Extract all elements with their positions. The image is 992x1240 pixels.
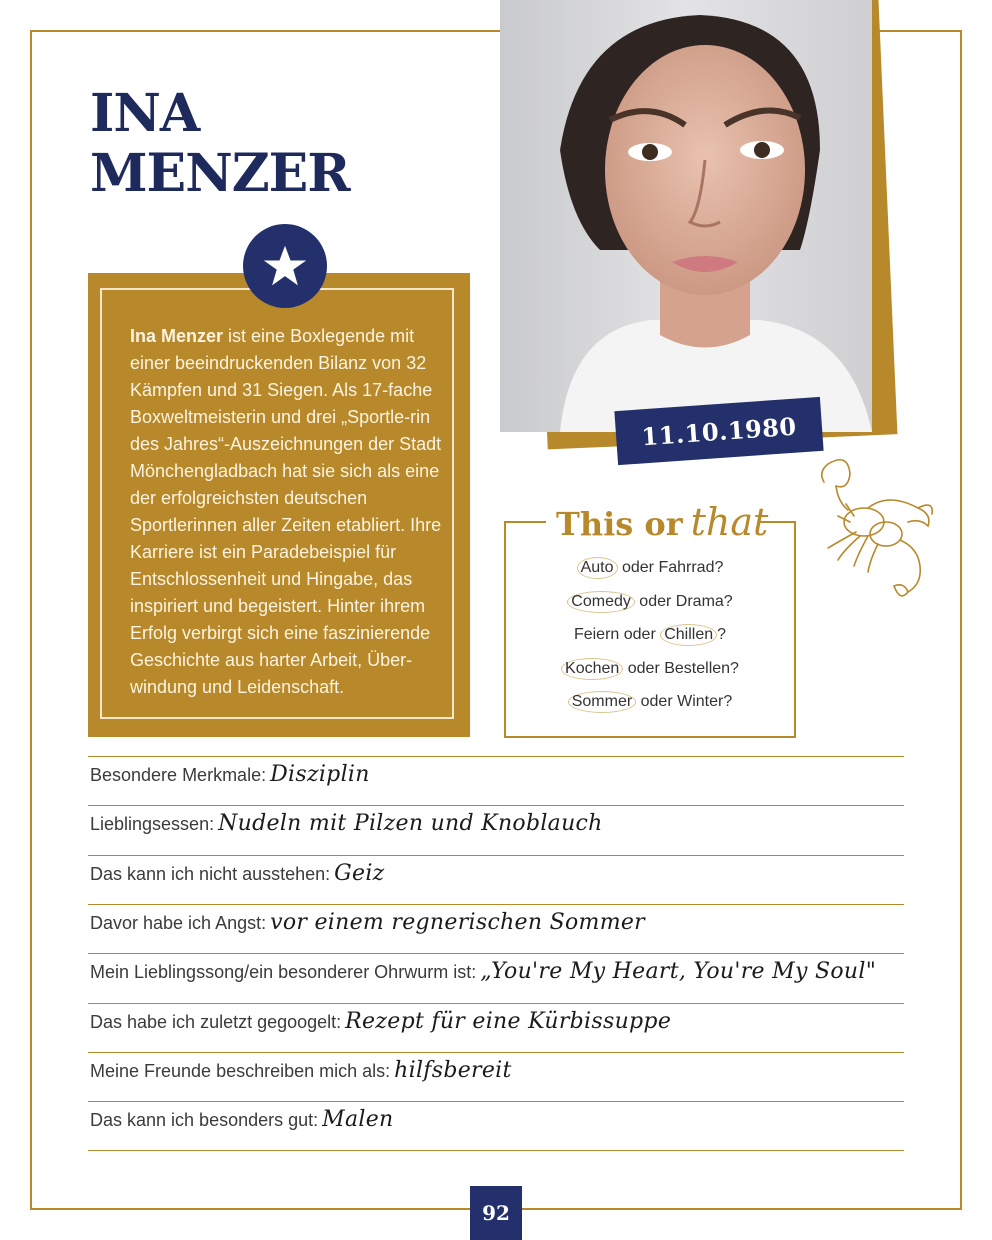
question-row (90, 1107, 906, 1147)
choice-selected: Kochen (561, 658, 623, 680)
frame-border-bottom-left (30, 1208, 470, 1210)
question-row (90, 762, 906, 802)
question-row (90, 959, 906, 999)
question-label: Lieblingsessen: (90, 814, 215, 834)
frame-border-top-left (30, 30, 500, 32)
question-row (90, 910, 906, 950)
this-or-that-item: Comedy oder Drama? (504, 591, 796, 613)
frame-border-left (30, 30, 32, 1210)
question-row (90, 811, 906, 851)
answer-line (88, 756, 904, 757)
bio-box (88, 273, 470, 737)
this-or-that-item: Sommer oder Winter? (504, 691, 796, 713)
answer-line (88, 1101, 904, 1102)
question-row (90, 861, 906, 901)
bio-text (130, 323, 448, 701)
this-or-that-item: Feiern oder Chillen ? (504, 624, 796, 646)
name-first: INA (90, 83, 200, 144)
question-answer: Rezept für eine Kürbissuppe (345, 1009, 672, 1034)
question-answer: Malen (322, 1107, 394, 1132)
choice-selected: Comedy (567, 591, 635, 613)
question-row (90, 1058, 906, 1098)
birthdate-text: 11.10.1980 (640, 411, 798, 451)
answer-line (88, 1052, 904, 1053)
page-number: 92 (482, 1201, 510, 1225)
question-answer: hilfsbereit (394, 1058, 512, 1083)
this-or-that-item: Kochen oder Bestellen? (504, 658, 796, 680)
bio-body: ist eine Boxlegende mit einer beeindruckenden Bilanz von 32 Kämpfen und 31 Siegen. Als 17-fache Boxweltmeisterin und drei „Sportle-rin des Jahres“-Auszeichnungen der Stadt Mönchengladbach hat sie sich als eine der erfolgreichsten deutschen Sportlerinnen aller Zeiten etabliert. Ihre Karriere ist ein Paradebeispiel für Entschlossenheit und Hingabe, das inspiriert und begeistert. Hinter ihrem Erfolg verbirgt sich eine faszinierende Geschichte aus harter Arbeit, Über-windung und Leidenschaft. (130, 326, 442, 697)
choice-selected: Auto (577, 557, 618, 579)
question-row (90, 1009, 906, 1049)
this-or-that-title-2: that (690, 500, 769, 544)
answer-line (88, 953, 904, 954)
question-label: Das habe ich zuletzt gegoogelt: (90, 1012, 342, 1032)
this-or-that-title (556, 500, 769, 544)
name-last: MENZER (90, 143, 350, 204)
frame-border-top-right (876, 30, 962, 32)
question-label: Mein Lieblingssong/ein besonderer Ohrwurm ist: (90, 962, 477, 982)
answer-line (88, 904, 904, 905)
star-icon (262, 243, 308, 289)
bio-name: Ina Menzer (130, 326, 224, 346)
question-label: Das kann ich nicht ausstehen: (90, 864, 331, 884)
star-badge (243, 224, 327, 308)
question-answer: „You're My Heart, You're My Soul" (480, 959, 877, 984)
answer-line (88, 805, 904, 806)
choice-selected: Chillen (660, 624, 717, 646)
question-label: Besondere Merkmale: (90, 765, 267, 785)
this-or-that-item: Auto oder Fahrrad? (504, 557, 796, 579)
frame-border-right (960, 30, 962, 1210)
choice-selected: Sommer (568, 691, 636, 713)
page-title (90, 84, 350, 204)
answer-line (88, 1150, 904, 1151)
answer-line (88, 855, 904, 856)
this-or-that-title-1: This or (556, 505, 683, 543)
answer-line (88, 1003, 904, 1004)
question-label: Meine Freunde beschreiben mich als: (90, 1061, 391, 1081)
question-label: Das kann ich besonders gut: (90, 1110, 319, 1130)
this-or-that-top-left (504, 521, 546, 523)
question-answer: vor einem regnerischen Sommer (270, 910, 645, 935)
portrait-photo (500, 0, 872, 432)
frame-border-bottom-right (522, 1208, 962, 1210)
question-label: Davor habe ich Angst: (90, 913, 267, 933)
page-number-badge (470, 1186, 522, 1240)
question-answer: Geiz (334, 861, 385, 886)
scorpion-icon (808, 452, 938, 608)
question-answer: Disziplin (270, 762, 370, 787)
question-answer: Nudeln mit Pilzen und Knoblauch (218, 811, 603, 836)
